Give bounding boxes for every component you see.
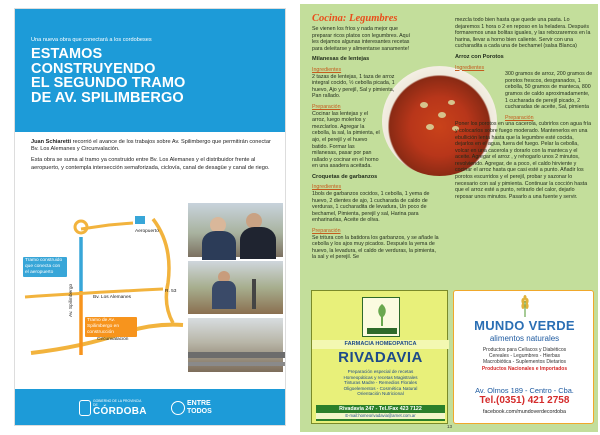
photo-surveyor bbox=[187, 260, 284, 315]
kicker-text: Una nueva obra que conectará a los cordobeses bbox=[31, 37, 152, 43]
map-label-bv-alemanes: Bv. Los Alemanes bbox=[93, 295, 132, 300]
ad-store-address: Av. Olmos 189 - Centro - Cba. bbox=[475, 386, 574, 395]
product-line: Macrobiótica - Suplementos Dietarios bbox=[482, 359, 567, 366]
photo-officials-visit bbox=[187, 202, 284, 258]
preparation-label: Preparación bbox=[505, 114, 534, 121]
ad-address-phone: Rivadavia 247 - Tel./Fax 423 7122 bbox=[339, 406, 422, 412]
service-line: Oligoelementos - Cosmética Natural bbox=[343, 385, 418, 391]
ad-mundo-verde bbox=[453, 290, 594, 424]
service-line: Homeopáticas y recetas Magistrales bbox=[343, 374, 418, 380]
recipe-title-croquetas: Croquetas de garbanzos bbox=[312, 173, 378, 180]
map-label-aeropuerto: Aeropuerto bbox=[135, 229, 159, 234]
product-line: Productos para Celíacos y Diabéticos bbox=[482, 347, 567, 353]
preparation-label: Preparación bbox=[312, 228, 341, 235]
footer-gov-text: GOBIERNO DE LA PROVINCIA DE bbox=[93, 399, 142, 407]
product-line: Cereales - Legumbres - Hierbas bbox=[488, 353, 561, 360]
headline-line: DE AV. SPILIMBERGO bbox=[31, 89, 184, 106]
ingredients-label: Ingredientes bbox=[455, 64, 485, 71]
ad-services-list bbox=[316, 369, 445, 397]
ad-contact-box bbox=[316, 405, 445, 421]
section-title: Cocina: Legumbres bbox=[312, 13, 398, 24]
recipe-title-milanesas: Milanesas de lentejas bbox=[312, 56, 370, 63]
entre-line: ENTRE bbox=[187, 400, 211, 407]
intro-paragraph-2: Esta obra se suma al tramo ya construido entre Bv. Los Alemanes y el distribuidor frente al aeropuerto, y contempla intersección semaforizada, ciclovía, canal de desagüe y canal de riego. bbox=[31, 157, 270, 171]
ingredients-label: Ingredientes bbox=[312, 184, 342, 191]
entre-todos-logo-icon bbox=[171, 401, 185, 415]
ad-store-phone: Tel.(0351) 421 2758 bbox=[479, 395, 570, 406]
intro-paragraph bbox=[31, 139, 279, 153]
map-label-ruta: R. 53 bbox=[165, 289, 177, 294]
route-map bbox=[23, 205, 191, 375]
map-label-spilimbergo: Av. Spilimbergo bbox=[69, 283, 74, 317]
government-footer bbox=[15, 389, 286, 426]
headline bbox=[31, 47, 281, 105]
service-line: Preparación especial de recetas bbox=[347, 369, 414, 374]
product-highlight: Productos Nacionales e Importados bbox=[481, 365, 568, 372]
ad-store-name: MUNDO VERDE bbox=[474, 318, 575, 333]
recipe-column-1 bbox=[312, 26, 440, 265]
recipe-preparation: Se tritura con la batidora los garbanzos, y se añade la cebolla y los ajos muy picados. Después la yema de huevo, la levadura, el caldo de verduras, la pimienta, la sal y el perejil. Se bbox=[312, 234, 439, 261]
ad-products-list bbox=[458, 347, 591, 372]
ad-pharmacy-name: RIVADAVIA bbox=[338, 349, 423, 366]
ad-email: E-mail:homeorivadavia@arnet.com.ar bbox=[316, 413, 445, 419]
footer-entre-todos bbox=[187, 400, 212, 415]
recipe-ingredients: 300 gramos de arroz, 200 gramos de porotos frescos, desgranados, 1 cebolla, 50 gramos de manteca, 800 gramos de caldo aproximadamente, 1 cucharada de perejil picado, 2 cucharadas de aceite, Sal, pimienta bbox=[505, 71, 593, 111]
headline-line: EL SEGUNDO TRAMO bbox=[31, 75, 186, 92]
recipe-ingredients: 2 tazas de lentejas, 1 taza de arroz integral cocido, ½ cebolla picada, 1 huevo, Ajo y perejil, Sal y pimienta, Pan rallado. bbox=[312, 73, 395, 100]
service-line: Tinturas Madre - Remedios Florales bbox=[343, 380, 418, 385]
recipe-column-2 bbox=[455, 17, 593, 204]
ad-store-subtitle: alimentos naturales bbox=[489, 334, 560, 343]
wheat-icon bbox=[517, 295, 533, 317]
photo-roadworks bbox=[187, 317, 284, 373]
recipe-title-arroz: Arroz con Porotos bbox=[455, 53, 504, 60]
headline-line: ESTAMOS bbox=[31, 46, 103, 62]
map-label-circunvalacion: Circunvalación bbox=[97, 337, 129, 342]
page-number: 13 bbox=[447, 424, 453, 429]
recipe-ingredients: 1bols de garbanzos cocidos, 1 cebolla, 1 yema de huevo, 2 dientes de ajo, 1 cucharada de caldo de verduras, 1 cucharadita de levadura, Un poco de bechamel, Pimienta, perejil y sal, Harina para enharinarlas, Aceite de oliva. bbox=[312, 191, 430, 224]
headline-line: CONSTRUYENDO bbox=[31, 60, 156, 77]
tag-built-segment: Tramo construido que conecta con el aeropuerto bbox=[23, 257, 67, 277]
recipe-continuation: mezcla todo bien hasta que quede una pasta. Lo dejaremos 1 hora o 2 en reposo en la heladera. Después formaremos unas bolitas iguales, y las rebozaremos en la harina, llevar a horno bien caliente. Servir con una cucharadita a cada una de bechamel (salsa Blanca) bbox=[455, 17, 591, 50]
ad-band-text: FARMACIA HOMEOPATICA bbox=[312, 340, 449, 349]
ad-farmacia-rivadavia bbox=[311, 290, 448, 424]
intro-rest: recorrió el avance de los trabajos sobre Av. Spilimbergo que permitirán conectar Bv. Los Alemanes y Circunvalación. bbox=[31, 139, 271, 153]
intro-text bbox=[31, 139, 279, 172]
right-page bbox=[300, 4, 598, 432]
left-page bbox=[14, 8, 286, 426]
pharmacy-badge-svg bbox=[363, 298, 401, 338]
preparation-label: Preparación bbox=[312, 103, 341, 110]
recipe-preparation: Cocinar las lentejas y el arroz, luego molerlos y mezclarlos. Agregar la cebolla, la sal, la pimienta, el ajo, el perejil y el huevo batido. Formar las milanesas, pasar por pan rallado y cocinar en el horno en una asadera aceitada. bbox=[312, 110, 380, 170]
recipes-intro: Se vienen los fríos y nada mejor que preparar ricos platos con legumbres. Aquí les dejamos algunas interesantes recetas para deleitarse y alimentarse sanamente! bbox=[312, 26, 411, 52]
intro-name: Juan Schiaretti bbox=[31, 139, 72, 145]
footer-cordoba: CÓRDOBA bbox=[93, 406, 147, 417]
ad-facebook: facebook.com/mundoverdecordoba bbox=[482, 409, 567, 415]
todos-line: TODOS bbox=[187, 407, 212, 415]
tag-in-construction: Tramo de Av. Spilimbergo en construcción bbox=[85, 317, 137, 337]
recipe-preparation: Poner los porotos en una cacerola, cubrirlos con agua fría y colocarlos sobre fuego moderado. Mantenerlos en una ebullición lenta hasta que la legumbre esté cocida, dejarlos en el agua, fuera del fuego. Pelar la cebolla, volcar en una cacerola y dorarlo con la manteca y el aceite. Agregar el arroz , y rehogarlo unos 2 minutos, revolviendo. Agregar, de a poco, el caldo hirviente y cocinar el arroz hasta que casi esté a punto. Añadir los porotos escurridos y el perejil, probar y sazonar lo necesario con sal y pimienta. Continuar la cocción hasta que el arroz esté a punto, retirarlo del calor, dejarlo reposar unos minutos. Pasarlo a una fuente y servir. bbox=[455, 121, 592, 200]
province-shield-icon bbox=[79, 400, 91, 416]
pharmacy-logo-icon bbox=[362, 297, 400, 337]
headline-banner bbox=[15, 9, 286, 132]
service-line: Orientación Nutricional bbox=[357, 391, 404, 396]
ingredients-label: Ingredientes bbox=[312, 66, 342, 73]
